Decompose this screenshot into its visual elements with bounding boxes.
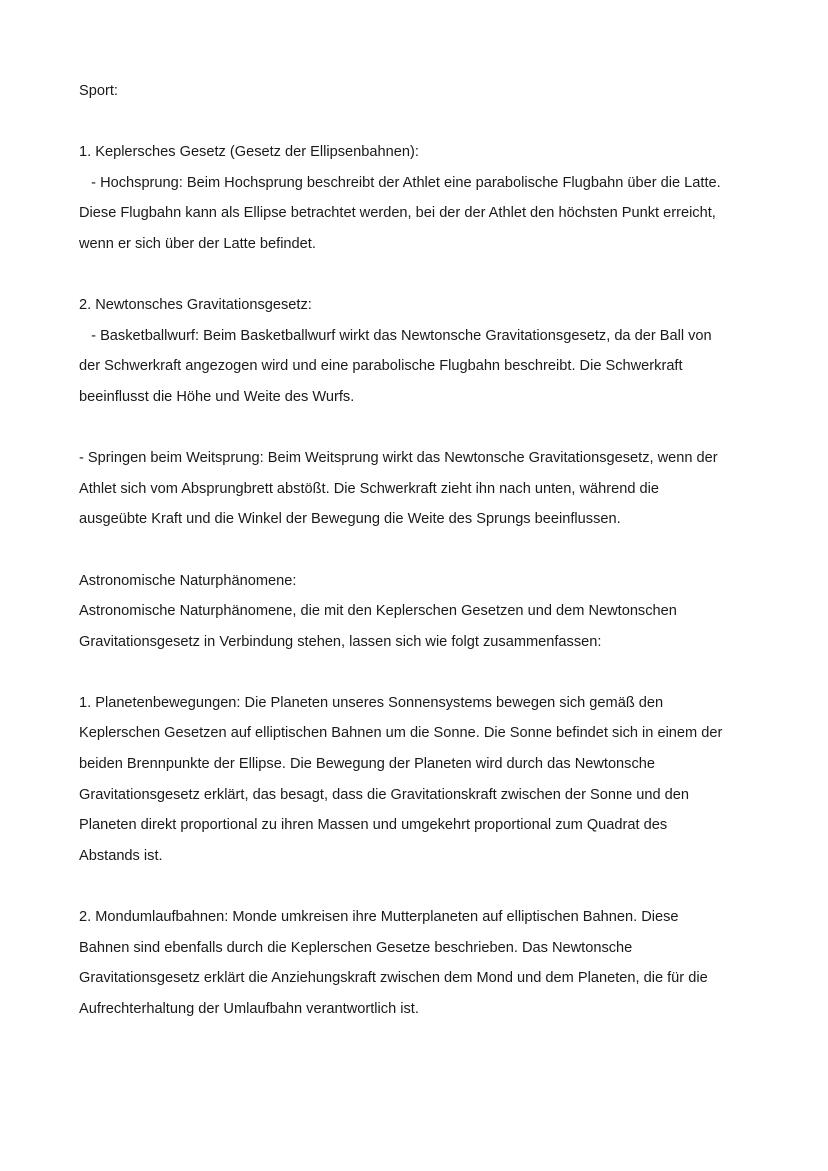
planets-line: Planeten direkt proportional zu ihren Massen und umgekehrt proportional zum Quadrat des (79, 817, 668, 834)
kepler-law-title: 1. Keplersches Gesetz (Gesetz der Ellipsenbahnen): (79, 144, 419, 161)
spacer (79, 413, 759, 444)
heading-sport: Sport: (79, 83, 118, 99)
planets-line: 1. Planetenbewegungen: Die Planeten unseres Sonnensystems bewegen sich gemäß den (79, 694, 664, 711)
moons-line: Gravitationsgesetz erklärt die Anziehungskraft zwischen dem Mond und dem Planeten, die für die (79, 970, 708, 987)
kepler-law-line: - Hochsprung: Beim Hochsprung beschreibt der Athlet eine parabolische Flugbahn über die Latte. (79, 174, 721, 191)
document-page (79, 76, 759, 1024)
moons-line: Bahnen sind ebenfalls durch die Keplerschen Gesetze beschrieben. Das Newtonsche (79, 939, 633, 956)
planets-line: Abstands ist. (79, 847, 163, 864)
moons-line: Aufrechterhaltung der Umlaufbahn verantwortlich ist. (79, 1000, 419, 1017)
spacer (79, 260, 759, 291)
spacer (79, 657, 759, 688)
spacer (79, 535, 759, 566)
planets-line: beiden Brennpunkte der Ellipse. Die Bewegung der Planeten wird durch das Newtonsche (79, 756, 655, 773)
section-kepler-law (79, 137, 759, 259)
section-astronomy (79, 566, 759, 1025)
kepler-law-line: wenn er sich über der Latte befindet. (79, 235, 316, 252)
astro-intro-line: Gravitationsgesetz in Verbindung stehen, lassen sich wie folgt zusammenfassen: (79, 633, 602, 650)
basketball-line: beeinflusst die Höhe und Weite des Wurfs. (79, 388, 355, 405)
moons-line: 2. Mondumlaufbahnen: Monde umkreisen ihre Mutterplaneten auf elliptischen Bahnen. Diese (79, 909, 679, 926)
newton-law-title: 2. Newtonsches Gravitationsgesetz: (79, 297, 312, 314)
spacer (79, 107, 759, 138)
astro-intro-line: Astronomische Naturphänomene, die mit den Keplerschen Gesetzen und dem Newtonschen (79, 603, 677, 620)
longjump-line: ausgeübte Kraft und die Winkel der Bewegung die Weite des Sprungs beeinflussen. (79, 511, 621, 528)
basketball-line: der Schwerkraft angezogen wird und eine parabolische Flugbahn beschreibt. Die Schwerkraft (79, 358, 683, 375)
section-newton-law (79, 290, 759, 535)
longjump-line: - Springen beim Weitsprung: Beim Weitsprung wirkt das Newtonsche Gravitationsgesetz, wenn der (79, 450, 718, 467)
kepler-law-line: Diese Flugbahn kann als Ellipse betrachtet werden, bei der der Athlet den höchsten Punkt erreicht, (79, 205, 716, 222)
basketball-line: - Basketballwurf: Beim Basketballwurf wirkt das Newtonsche Gravitationsgesetz, da der Ball von (79, 327, 712, 344)
planets-line: Gravitationsgesetz erklärt, das besagt, dass die Gravitationskraft zwischen der Sonne und den (79, 786, 690, 803)
longjump-line: Athlet sich vom Absprungbrett abstößt. Die Schwerkraft zieht ihn nach unten, während die (79, 480, 660, 497)
spacer (79, 871, 759, 902)
astro-heading: Astronomische Naturphänomene: (79, 572, 297, 589)
planets-line: Keplerschen Gesetzen auf elliptischen Bahnen um die Sonne. Die Sonne befindet sich in einem der (79, 725, 723, 742)
